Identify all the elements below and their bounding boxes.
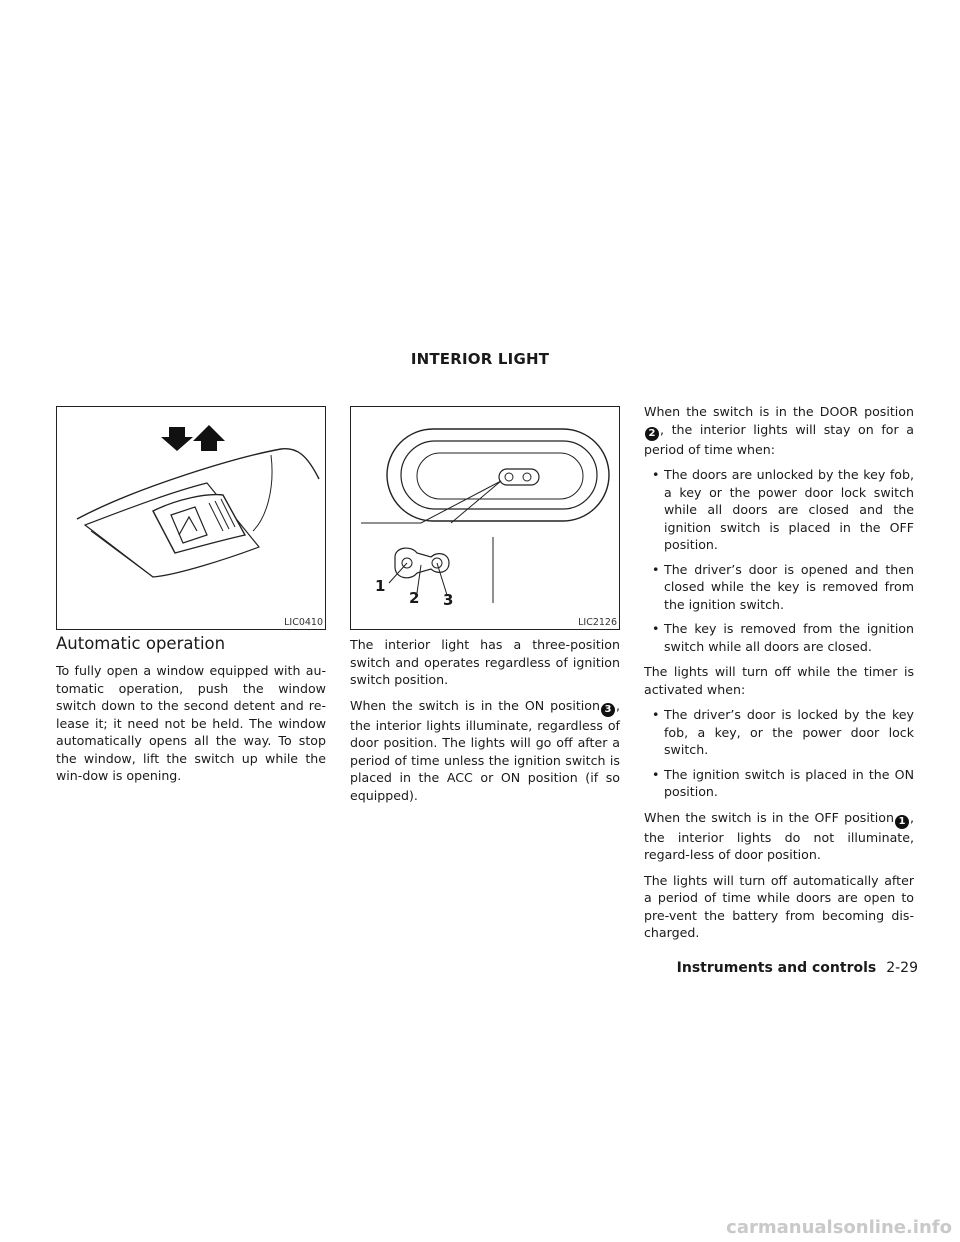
figure-interior-light [350, 406, 620, 630]
paragraph: The lights will turn off while the timer is activated when: [644, 664, 914, 697]
paragraph: When the switch is in the DOOR position2 , the interior lights will stay on for a period of time when: [644, 404, 914, 457]
callout-marker: 3 [601, 703, 615, 717]
figure-code: LIC0410 [284, 617, 323, 628]
window-switch-illustration [57, 407, 327, 631]
callout-1: 1 [375, 577, 386, 595]
list-item: • The driver’s door is opened and then closed while the key is removed from the ignition switch. [644, 561, 914, 614]
paragraph: When the switch is in the OFF position 1 , the interior lights do not illuminate, regard-less of door position. [644, 809, 914, 862]
subheading-automatic-operation: Automatic operation [56, 634, 226, 653]
middle-column [350, 636, 620, 812]
paragraph: To fully open a window equipped with au-tomatic operation, push the window switch down to the second detent and re-lease it; it need not be held. The window automatically opens all the way. To stop the window, lift the switch up while the win-dow is opening. [56, 663, 326, 783]
section-title: INTERIOR LIGHT [410, 350, 550, 368]
list-item: • The ignition switch is placed in the ON position. [644, 766, 914, 801]
interior-light-illustration [351, 407, 621, 631]
figure-code: LIC2126 [578, 617, 617, 628]
page-number: 2-29 [886, 960, 918, 976]
page-footer [677, 960, 918, 976]
callout-marker: 2 [645, 427, 659, 441]
paragraph: The interior light has a three-position switch and operates regardless of ignition switch position. [350, 637, 620, 687]
figure-window-switch [56, 406, 326, 630]
paragraph: The lights will turn off automatically after a period of time while doors are open to pre-vent the battery from becoming dis-charged. [644, 872, 914, 940]
watermark: carmanualsonline.info [726, 1217, 952, 1238]
left-column [56, 662, 326, 793]
list-item: • The doors are unlocked by the key fob, a key or the power door lock switch while all doors are closed and the ignition switch is placed in the OFF position. [644, 466, 914, 554]
bullet-list [644, 706, 914, 801]
footer-section: Instruments and controls [676, 960, 877, 976]
callout-marker: 1 [895, 815, 909, 829]
paragraph: When the switch is in the ON position 3 , the interior lights illuminate, regardless of door position. The lights will go off after a period of time unless the ignition switch is placed in the ACC or ON position (if so equipped). [350, 697, 620, 803]
bullet-list [644, 466, 914, 655]
right-column [644, 403, 914, 950]
list-item: • The driver’s door is locked by the key fob, a key, or the power door lock switch. [644, 706, 914, 759]
list-item: • The key is removed from the ignition switch while all doors are closed. [644, 620, 914, 655]
callout-3: 3 [443, 591, 454, 609]
callout-2: 2 [409, 589, 420, 607]
